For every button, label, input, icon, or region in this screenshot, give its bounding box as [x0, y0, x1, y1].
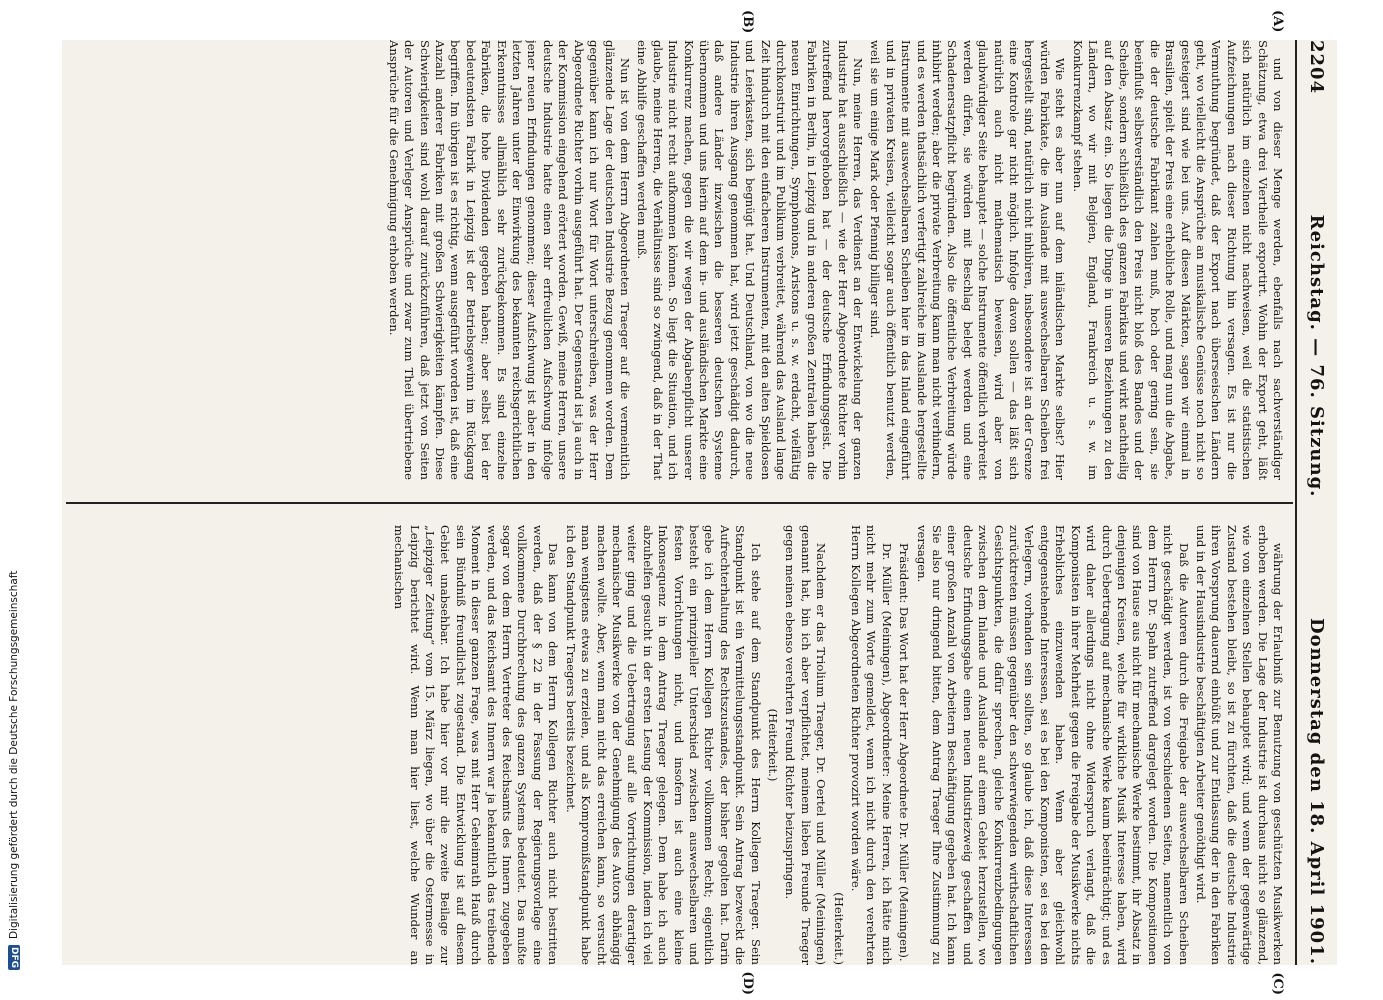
page-title: Reichstag. — 76. Sitzung. — [1306, 214, 1328, 498]
margin-mark-d: (D) — [740, 971, 755, 995]
margin-mark-b: (B) — [740, 10, 755, 34]
paragraph: Wie steht es aber nun auf dem inländischen Markte selbst? Hier würden Fabrikate, die im Auslande mit auswechselbaren Scheiben frei hergestellt sind, natürlich nicht inhibiren, insbesondere ist an der Grenze eine Kontrole gar nicht möglich. Infolge davon sollen — das läßt sich natürlich auch nicht mathematisch beweisen, wird aber von glaubwürdiger Seite behauptet — solche Instrumente öffentlich verbreitet werden dürfen, sie würden mit Beschlag belegt werden und eine Schadenersatzpflicht begründen. Also die öffentliche Verbreitung würde inhibirt werden; aber die private Verbreitung kann man nicht verhindern, und es werden thatsächlich verfertigt zahlreiche im Auslande hergestellte Instrumente mit auswechselbaren Scheiben hier in das Inland eingeführt und in privaten Kreisen, vielleicht sogar auch öffentlich benutzt werden, weil sie um einige Mark oder Pfennig billiger sind. — [868, 40, 1068, 480]
paragraph: Nun, meine Herren, das Verdienst an der Entwickelung der ganzen Industrie hat ausschließlich — wie der Herr Abgeordnete Richter vorhin zutreffend hervorgehoben hat — der deutsche Erfindungsgeist. Die Fabriken in Berlin, in Leipzig und in anderen großen Zentralen haben die neuen Einrichtungen, Symphonions, Aristons u. s. w. erdacht, vielfältig durchkonstruirt und im Publikum verbreitet, während das Ausland lange Zeit hindurch mit den einfacheren Instrumenten, mit den alten Spieldosen und Leierkasten, sich begnügt hat. Und Deutschland, von wo die neue Industrie ihren Ausgang genommen hat, wird jetzt geschädigt dadurch, daß andere Länder inzwischen die besseren deutschen Systeme übernommen und uns hierin auf dem in- und ausländischen Markte eine Konkurrenz machen, gegen die wir wegen der Abgabenpflicht unserer Industrie nicht recht aufkommen können. So liegt die Situation, und ich glaube, meine Herren, die Verhältnisse sind so zwingend, daß in der That eine Abhilfe geschaffen werden muß. — [635, 40, 866, 480]
interjection: (Heiterkeit.) — [831, 892, 846, 965]
paragraph: währung der Erlaubniß zur Benutzung von geschützten Musikwerken erhoben werden. Die Lage der Industrie ist durchaus nicht so glänzend, wie von einzelnen Stellen behauptet wird; und wenn der gegenwärtige Zustand bestehen bleibt, so ist zu fürchten, daß die deutsche Industrie ihren Vorsprung dauernd einbüßt und zur Entlassung der in den Fabriken und in der Hausindustrie beschäftigten Arbeiter genöthigt wird. — [1193, 525, 1285, 965]
paragraph: Das kann von dem Herrn Kollegen Richter auch nicht bestritten werden, daß der § 22 in der Fassung der Regierungsvorlage eine vollkommene Durchbrechung des ganzen Systems bedeutet. Das mußte sogar von dem Herrn Vertreter des Reichsamts des Innern zugegeben werden, und das Reichsamt des Innern war ja bekanntlich das treibende Moment in dieser ganzen Frage, was mit Herr Geheimrath Hauß durch sein Bündniß freundlichst zugestand. Die Entwicklung ist auf diesem Gebiet unabsehbar. Ich habe hier vor mir die zweite Beilage zur „Leipziger Zeitung“ vom 15. März liegen, wo über die Ostermesse in Leipzig berichtet wird. Wenn man hier liest, welche Wunder an mechanischen — [392, 525, 561, 965]
dfg-logo: DFG — [9, 946, 19, 968]
page-date: Donnerstag den 18. April 1901. — [1306, 617, 1328, 965]
speaker-line: Präsident: Das Wort hat der Herr Abgeordnete Dr. Müller (Meiningen). — [897, 543, 912, 962]
page-header — [1295, 40, 1337, 965]
paragraph: Dr. Müller (Meiningen), Abgeordneter: Meine Herren, ich hätte mich nicht mehr zum Worte gemeldet, wenn ich nicht durch den verehrten Herrn Kollegen Abgeordneten Richter provozirt worden wäre. — [849, 525, 894, 965]
paragraph: Daß die Autoren durch die Freigabe der auswechselbaren Scheiben nicht geschädigt werden, ist von verschiedenen Seiten, namentlich von dem Herrn Dr. Spahn zutreffend dargelegt worden. Die Kompositionen sind von Hause aus nicht für mechanische Werke bestimmt, ihr Absatz in denjenigen Kreisen, welche für wirkliche Musik Interesse haben, wird durch Uebertragung auf mechanische Werke kaum beeinträchtigt; und es wird daher allerdings nicht ohne Widerspruch verlangt, daß die Komponisten in ihrer Mehrheit gegen die Freigabe der Musikwerke nichts Erhebliches einzuwenden haben. Wenn aber gleichwohl entgegenstehende Interessen, sei es bei den Komponisten, sei es bei den Verlegern, vorhanden sein sollten, so glaube ich, daß diese Interessen zurücktreten müssen gegenüber den schwerwiegenden wirthschaftlichen Gesichtspunkten, die dafür sprechen, gleiche Konkurrenzbedingungen zwischen dem Inlande und Auslande auf einem Gebiet herzustellen, wo deutsche Erfindungsgabe einen neuen Industriezweig geschaffen und einer großen Anzahl von Arbeitern Beschäftigung gegeben hat. Ich kann Sie also nur dringend bitten, dem Antrag Traeger Ihre Zustimmung zu versagen. — [914, 525, 1191, 965]
page-number: 2204 — [1306, 40, 1328, 95]
credit-text: Digitalisierung gefördert durch die Deutsche Forschungsgemeinschaft — [8, 570, 20, 939]
digitization-credit — [6, 40, 22, 970]
margin-mark-c: (C) — [1270, 972, 1285, 995]
paragraph: Ich stehe auf dem Standpunkt des Herrn Kollegen Traeger. Sein Standpunkt ist ein Vermittelungsstandpunkt. Sein Antrag bezweckt die Aufrechterhaltung des Rechtszustandes, der bisher gegolten hat. Darin gebe ich dem Herrn Kollegen Richter vollkommen Recht; eigentlich besteht ein prinzipieller Unterschied zwischen auswechselbaren und festen Vorrichtungen nicht, und insofern ist auch eine kleine Inkonsequenz in dem Antrag Traeger gelegen. Dem habe ich auch abzuhelfen gesucht in der ersten Lesung der Kommission, indem ich viel weiter ging und die Uebertragung auf alle Vorrichtungen derartiger mechanischer Musikwerke von der Genehmigung des Autors abhängig machen wollte. Aber, wenn man nicht das erreichen kann, so versucht man wenigstens etwas zu erzielen, und als Kompromißstandpunkt habe ich den Standpunkt Traegers bereits bezeichnet. — [563, 525, 763, 965]
page-content-rotated — [62, 10, 1337, 995]
scanned-page — [62, 10, 1337, 995]
right-column — [68, 525, 1285, 965]
paragraph: und von dieser Menge werden, ebenfalls nach sachverständiger Schätzung, etwa drei Viertheile exportirt. Wohin der Export geht, läßt sich natürlich im einzelnen nicht nachweisen, weil die statistischen Aufzeichnungen nach dieser Richtung hin versagen. Es ist nur die Vermuthung begründet, daß der Export nach überseeischen Ländern geht, wo vielleicht die Ansprüche an musikalische Genüsse noch nicht so gesteigert sind wie bei uns. Auf diesen Märkten, sagen wir einmal in Brasilien, spielt der Preis eine erhebliche Rolle, und mag nun die Abgabe, die der deutsche Fabrikant zahlen muß, hoch oder gering sein, sie beeinflußt selbstverständlich den Preis nicht bloß des Bandes und der Scheibe, sondern schließlich des ganzen Fabrikats und wirkt nachtheilig auf den Absatz ein. So liegen die Dinge in unseren Beziehungen zu den Ländern, wo wir mit Belgien, England, Frankreich u. s. w. im Konkurrenzkampf stehen. — [1070, 40, 1285, 480]
interjection: (Heiterkeit.) — [766, 708, 780, 782]
left-column — [68, 40, 1285, 480]
paragraph: Nachdem er das Triolium Traeger, Dr. Oertel und Müller (Meiningen) genannt hat, bin ich aber verpflichtet, meinem lieben Freunde Traeger gegen meinen ebenso verehrten Freund Richter beizuspringen. — [783, 525, 829, 965]
margin-mark-a: (A) — [1270, 10, 1285, 33]
column-divider — [66, 502, 1293, 504]
paragraph: Nun ist von dem Herrn Abgeordneten Traeger auf die vermeintlich glänzende Lage der deutschen Industrie Bezug genommen worden. Dem gegenüber kann ich nur Wort für Wort unterschreiben, was der Herr Abgeordnete Richter vorhin ausgeführt hat. Der Gegenstand ist ja auch in der Kommission eingehend erörtert worden. Gewiß, meine Herren, unsere deutsche Industrie hatte einen sehr erfreulichen Aufschwung infolge jener neuen Erfindungen genommen; dieser Aufschwung ist aber in den letzten Jahren unter der Einwirkung des bekannten reichsgerichtlichen Erkenntnisses allmählich sehr zurückgekommen. Es sind einzelne Fabriken, die hohe Dividenden gegeben haben; aber selbst bei der bedeutendsten Fabrik in Leipzig ist der Betriebsgewinn im Rückgang begriffen. Im übrigen ist es richtig, wenn ausgeführt worden ist, daß eine Anzahl anderer Fabriken mit großen Schwierigkeiten kämpfen. Diese Schwierigkeiten sind wohl darauf zurückzuführen, daß jetzt von Seiten der Autoren und Verleger Ansprüche und zwar zum Theil übertriebene Ansprüche für die Genehmigung erhoben werden. — [386, 40, 632, 480]
